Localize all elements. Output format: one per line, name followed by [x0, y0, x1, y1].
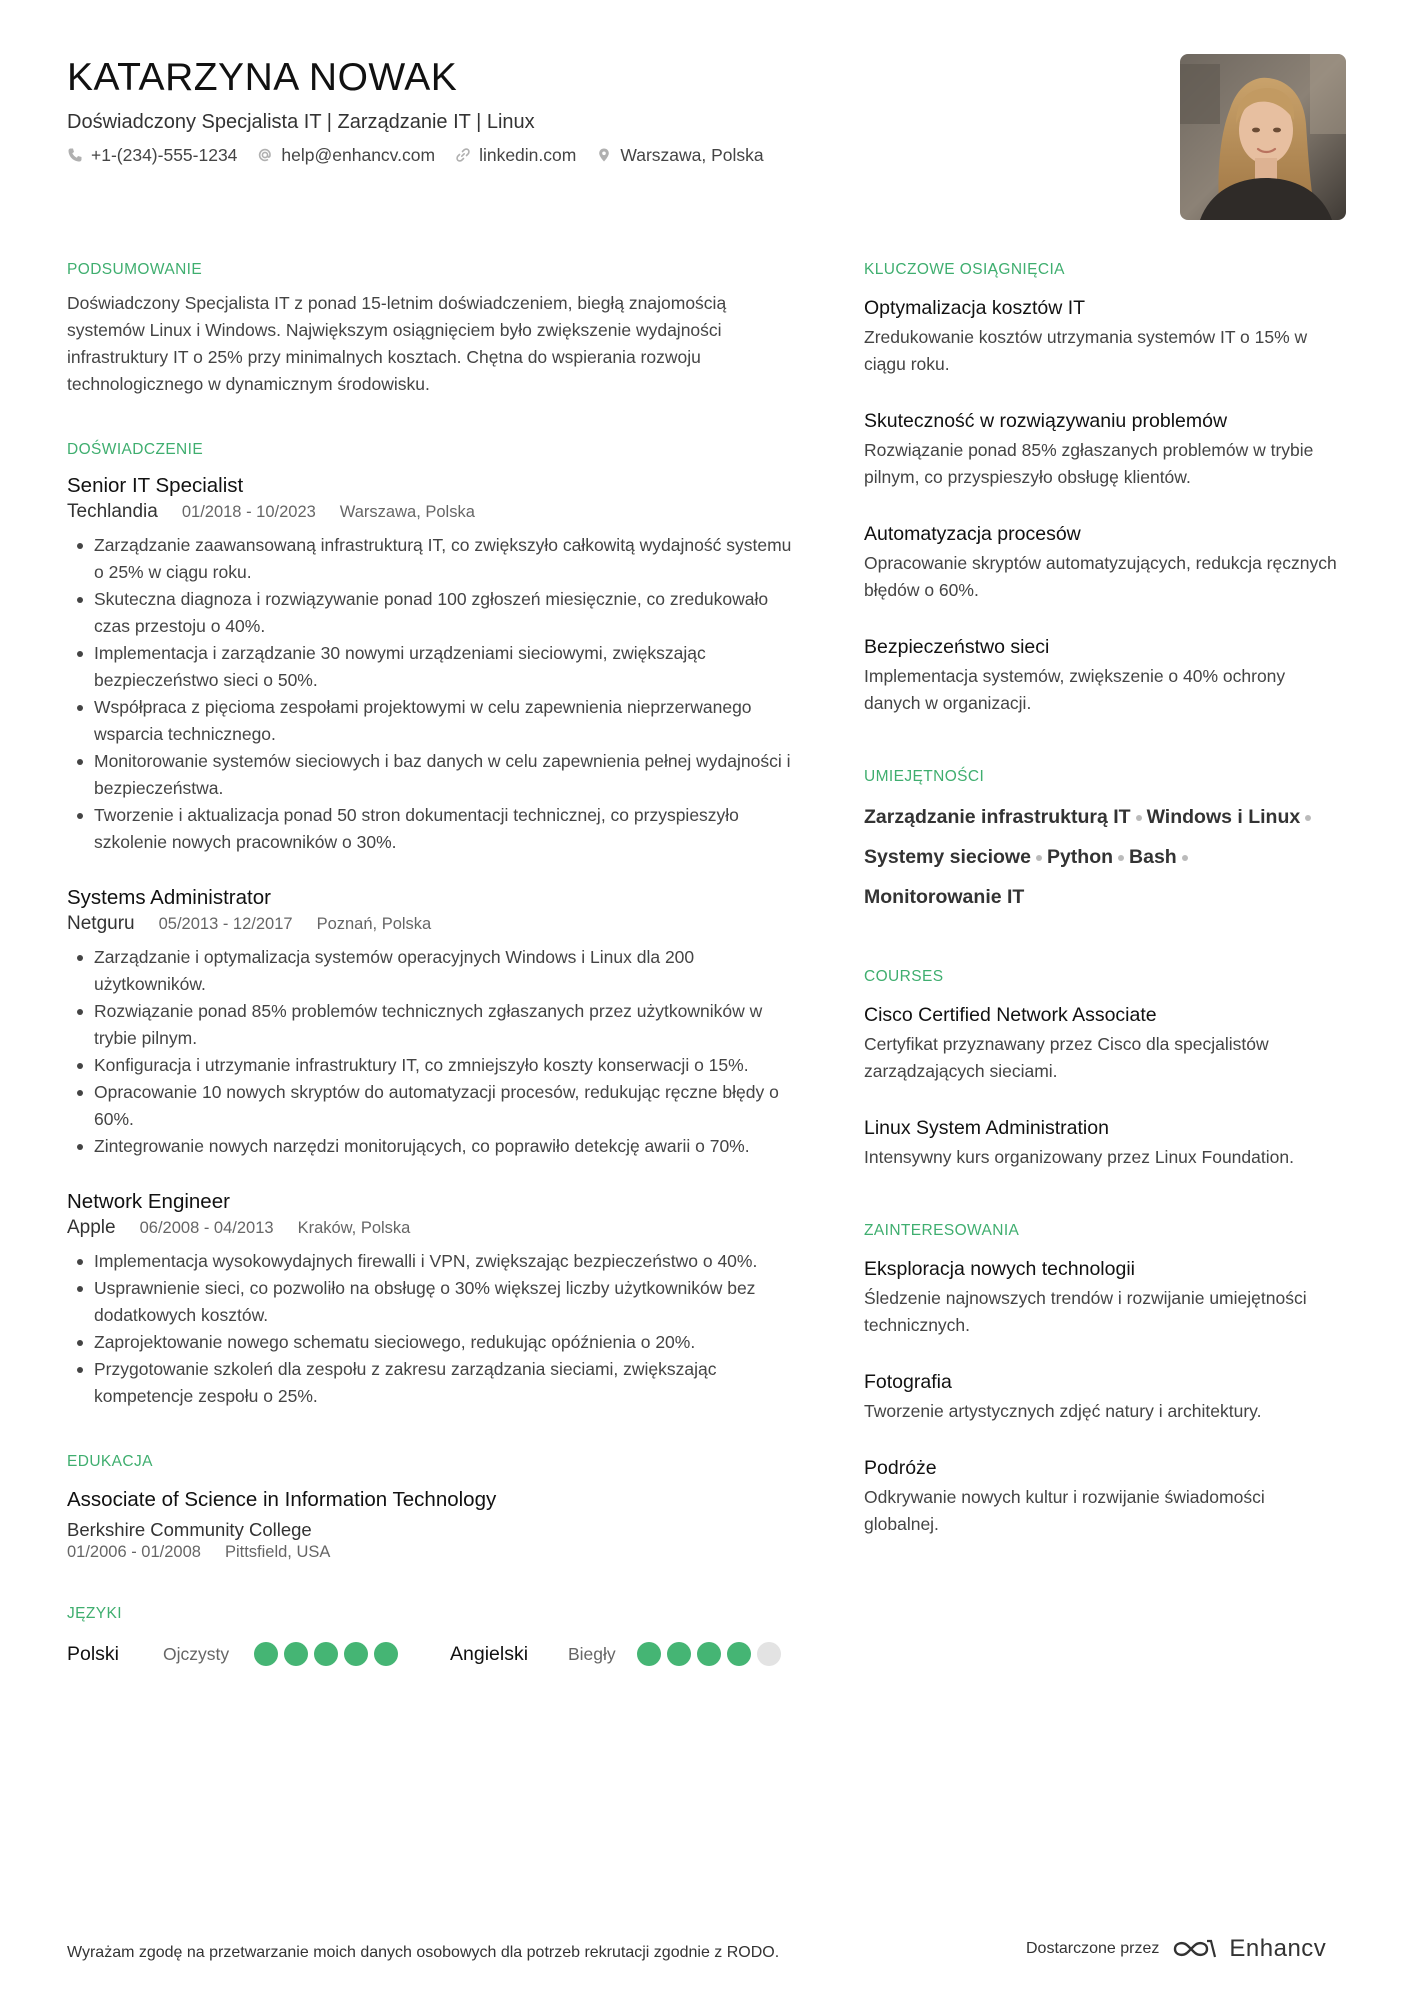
- location-text: Warszawa, Polska: [620, 145, 764, 165]
- skill-tag: Monitorowanie IT: [864, 886, 1025, 908]
- contact-linkedin[interactable]: [455, 142, 576, 168]
- course-title: Cisco Certified Network Associate: [864, 1004, 1157, 1026]
- courses-section: [864, 965, 1344, 1171]
- rating-dot-filled: [727, 1642, 751, 1666]
- enhancv-logo-icon: [1171, 1937, 1217, 1961]
- interest-desc: Śledzenie najnowszych trendów i rozwijanie umiejętności technicznych.: [864, 1288, 1307, 1335]
- link-icon: [455, 147, 471, 163]
- rating-dot-filled: [284, 1642, 308, 1666]
- achievement-title: Optymalizacja kosztów IT: [864, 297, 1086, 319]
- contact-location: [596, 142, 763, 168]
- gdpr-consent: Wyrażam zgodę na przetwarzanie moich danych osobowych dla potrzeb rekrutacji zgodnie z RODO.: [67, 1944, 780, 1961]
- rating-dot-filled: [314, 1642, 338, 1666]
- language-item: [450, 1642, 781, 1666]
- job-dates: 05/2013 - 12/2017: [158, 915, 293, 933]
- achievements-section: [864, 258, 1344, 717]
- profile-photo: [1180, 54, 1346, 220]
- rating-dot-filled: [637, 1642, 661, 1666]
- rating-dot-empty: [757, 1642, 781, 1666]
- section-title-summary: PODSUMOWANIE: [67, 261, 203, 278]
- contact-email[interactable]: [257, 142, 435, 168]
- language-name: Polski: [67, 1642, 120, 1665]
- job-entry: [67, 1188, 797, 1410]
- candidate-name: KATARZYNA NOWAK: [67, 56, 458, 99]
- bullet-item: Implementacja i zarządzanie 30 nowymi urządzeniami sieciowymi, zwiększając bezpieczeństwo sieci o 50%.: [67, 640, 797, 694]
- course-desc: Certyfikat przyznawany przez Cisco dla specjalistów zarządzających sieciami.: [864, 1034, 1269, 1081]
- bullet-item: Rozwiązanie ponad 85% problemów technicznych zgłaszanych przez użytkowników w trybie pilnym.: [67, 998, 797, 1052]
- bullet-item: Monitorowanie systemów sieciowych i baz danych w celu zapewnienia pełnej wydajności i bezpieczeństwa.: [67, 748, 797, 802]
- education-meta: [67, 1542, 797, 1562]
- job-bullets: [67, 1248, 797, 1410]
- rating-dot-filled: [667, 1642, 691, 1666]
- at-icon: [257, 147, 273, 163]
- skills-line: [864, 797, 1344, 837]
- skill-tag: Python: [1046, 846, 1114, 868]
- bullet-item: Skuteczna diagnoza i rozwiązywanie ponad 100 zgłoszeń miesięcznie, co zredukowało czas przestoju o 40%.: [67, 586, 797, 640]
- course-item: [864, 1001, 1344, 1085]
- job-meta: [67, 912, 797, 936]
- job-bullets: [67, 532, 797, 856]
- section-title-languages: JĘZYKI: [67, 1605, 122, 1622]
- education-section: [67, 1450, 797, 1562]
- education-location: Pittsfield, USA: [224, 1543, 331, 1561]
- rating-dot-filled: [374, 1642, 398, 1666]
- interest-item: [864, 1255, 1344, 1339]
- interest-desc: Odkrywanie nowych kultur i rozwijanie świadomości globalnej.: [864, 1487, 1265, 1534]
- job-title: Network Engineer: [67, 1190, 230, 1213]
- language-rating: [637, 1642, 781, 1666]
- section-title-achievements: KLUCZOWE OSIĄGNIĘCIA: [864, 261, 1065, 278]
- rating-dot-filled: [254, 1642, 278, 1666]
- job-dates: 01/2018 - 10/2023: [181, 503, 316, 521]
- powered-by[interactable]: [1026, 1935, 1326, 1963]
- interest-title: Eksploracja nowych technologii: [864, 1258, 1135, 1280]
- section-title-interests: ZAINTERESOWANIA: [864, 1222, 1020, 1239]
- email-text: help@enhancv.com: [281, 145, 436, 165]
- course-title: Linux System Administration: [864, 1117, 1109, 1139]
- interest-item: [864, 1368, 1344, 1425]
- achievement-title: Skuteczność w rozwiązywaniu problemów: [864, 410, 1228, 432]
- section-title-skills: UMIEJĘTNOŚCI: [864, 768, 985, 785]
- achievement-item: [864, 633, 1344, 717]
- summary-text: Doświadczony Specjalista IT z ponad 15-letnim doświadczeniem, biegłą znajomością systemów Linux i Windows. Największym osiągnięciem było zwiększenie wydajności infrastruktury IT o 25% przy minimalnych kosztach. Chętna do wspierania rozwoju technologicznego w dynamicznym środowisku.: [67, 293, 727, 394]
- skill-separator: [1136, 815, 1142, 821]
- skill-tag: Bash: [1129, 846, 1177, 868]
- skills-section: [864, 765, 1344, 917]
- bullet-item: Opracowanie 10 nowych skryptów do automatyzacji procesów, redukując ręczne błędy o 60%.: [67, 1079, 797, 1133]
- interest-title: Podróże: [864, 1457, 937, 1479]
- job-location: Poznań, Polska: [316, 915, 432, 933]
- left-column: [67, 258, 797, 1666]
- summary-section: [67, 258, 797, 398]
- experience-section: [67, 438, 797, 1410]
- skills-line: [864, 837, 1344, 877]
- job-location: Warszawa, Polska: [339, 503, 475, 521]
- phone-text: +1-(234)-555-1234: [91, 145, 238, 165]
- education-dates: 01/2006 - 01/2008: [67, 1543, 201, 1561]
- section-title-courses: COURSES: [864, 968, 944, 985]
- achievement-item: [864, 407, 1344, 491]
- skill-separator: [1305, 815, 1311, 821]
- header: [67, 54, 1167, 168]
- language-level: Biegły: [568, 1643, 616, 1664]
- language-item: [67, 1642, 398, 1666]
- bullet-item: Zarządzanie i optymalizacja systemów operacyjnych Windows i Linux dla 200 użytkowników.: [67, 944, 797, 998]
- bullet-item: Usprawnienie sieci, co pozwoliło na obsługę o 30% większej liczby użytkowników bez dodatkowych kosztów.: [67, 1275, 797, 1329]
- bullet-item: Konfiguracja i utrzymanie infrastruktury IT, co zmniejszyło koszty konserwacji o 15%.: [67, 1052, 797, 1079]
- powered-by-text: Dostarczone przez: [1026, 1940, 1160, 1957]
- company-name: Apple: [67, 1217, 116, 1238]
- skill-tag: Windows i Linux: [1146, 806, 1301, 828]
- languages-section: [67, 1602, 797, 1666]
- rating-dot-filled: [344, 1642, 368, 1666]
- achievement-title: Bezpieczeństwo sieci: [864, 636, 1050, 658]
- contact-bar: [67, 142, 1167, 168]
- job-entry: [67, 884, 797, 1160]
- bullet-item: Tworzenie i aktualizacja ponad 50 stron dokumentacji technicznej, co przyspieszyło szkolenie nowych pracowników o 30%.: [67, 802, 797, 856]
- achievement-desc: Rozwiązanie ponad 85% zgłaszanych problemów w trybie pilnym, co przyspieszyło obsługę klientów.: [864, 440, 1314, 487]
- languages-row: [67, 1642, 797, 1666]
- job-title: Systems Administrator: [67, 886, 271, 909]
- language-level: Ojczysty: [163, 1643, 230, 1664]
- school-name: Berkshire Community College: [67, 1519, 312, 1540]
- interest-item: [864, 1454, 1344, 1538]
- job-title: Senior IT Specialist: [67, 474, 244, 497]
- achievement-title: Automatyzacja procesów: [864, 523, 1081, 545]
- rating-dot-filled: [697, 1642, 721, 1666]
- bullet-item: Przygotowanie szkoleń dla zespołu z zakresu zarządzania sieciami, zwiększając kompetencje zespołu o 25%.: [67, 1356, 797, 1410]
- skills-line: [864, 877, 1344, 917]
- bullet-item: Zarządzanie zaawansowaną infrastrukturą IT, co zwiększyło całkowitą wydajność systemu o 25% w ciągu roku.: [67, 532, 797, 586]
- brand-name: Enhancv: [1229, 1935, 1327, 1962]
- language-rating: [254, 1642, 398, 1666]
- job-entry: [67, 472, 797, 856]
- achievement-desc: Zredukowanie kosztów utrzymania systemów IT o 15% w ciągu roku.: [864, 327, 1308, 374]
- skill-separator: [1118, 855, 1124, 861]
- bullet-item: Współpraca z pięcioma zespołami projektowymi w celu zapewnienia nieprzerwanego wsparcia technicznego.: [67, 694, 797, 748]
- section-title-education: EDUKACJA: [67, 1453, 153, 1470]
- skill-tag: Zarządzanie infrastrukturą IT: [864, 806, 1131, 828]
- degree-title: Associate of Science in Information Technology: [67, 1488, 497, 1511]
- location-pin-icon: [596, 147, 612, 163]
- job-dates: 06/2008 - 04/2013: [139, 1219, 274, 1237]
- contact-phone[interactable]: [67, 142, 237, 168]
- achievement-item: [864, 520, 1344, 604]
- achievement-desc: Implementacja systemów, zwiększenie o 40% ochrony danych w organizacji.: [864, 666, 1286, 713]
- headline: Doświadczony Specjalista IT | Zarządzanie IT | Linux: [67, 111, 535, 133]
- interest-desc: Tworzenie artystycznych zdjęć natury i architektury.: [864, 1401, 1262, 1421]
- achievement-item: [864, 294, 1344, 378]
- skills-list: [864, 797, 1344, 917]
- company-name: Netguru: [67, 913, 135, 934]
- bullet-item: Zaprojektowanie nowego schematu sieciowego, redukując opóźnienia o 20%.: [67, 1329, 797, 1356]
- job-bullets: [67, 944, 797, 1160]
- job-meta: [67, 1216, 797, 1240]
- section-title-experience: DOŚWIADCZENIE: [67, 441, 204, 458]
- company-name: Techlandia: [67, 501, 158, 522]
- job-meta: [67, 500, 797, 524]
- linkedin-text: linkedin.com: [479, 145, 577, 165]
- interests-section: [864, 1219, 1344, 1538]
- course-item: [864, 1114, 1344, 1171]
- language-name: Angielski: [450, 1642, 529, 1665]
- achievement-desc: Opracowanie skryptów automatyzujących, redukcja ręcznych błędów o 60%.: [864, 553, 1337, 600]
- interest-title: Fotografia: [864, 1371, 952, 1393]
- bullet-item: Zintegrowanie nowych narzędzi monitorujących, co poprawiło detekcję awarii o 70%.: [67, 1133, 797, 1160]
- bullet-item: Implementacja wysokowydajnych firewalli i VPN, zwiększając bezpieczeństwo o 40%.: [67, 1248, 797, 1275]
- right-column: [864, 258, 1344, 1538]
- phone-icon: [67, 147, 83, 163]
- course-desc: Intensywny kurs organizowany przez Linux Foundation.: [864, 1147, 1294, 1167]
- skill-separator: [1036, 855, 1042, 861]
- skill-tag: Systemy sieciowe: [864, 846, 1031, 868]
- skill-separator: [1182, 855, 1188, 861]
- job-location: Kraków, Polska: [297, 1219, 411, 1237]
